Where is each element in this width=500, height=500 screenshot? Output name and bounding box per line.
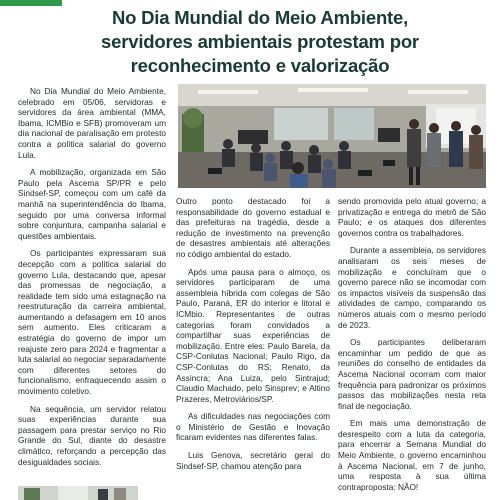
paragraph: Os participantes deliberaram encaminhar um pedido de que as reuniões do conselho de entidades da Ascema Nacional ocorram com maior frequência para padronizar os próximos passos das mobilizações nesta reta final de negociação.: [338, 337, 486, 411]
paragraph: Em mais uma demonstração de desrespeito com a luta da categoria, para encerrar a Semana Mundial do Meio Ambiente, o governo encaminhou à Ascema Nacional, em 7 de junho, uma resposta à sua última contraproposta: NÃO!: [338, 418, 486, 492]
assembly-meeting-illustration: [178, 84, 486, 188]
secondary-photo: [18, 486, 138, 500]
article-column-2: [176, 196, 330, 500]
article-column-3: [338, 196, 486, 500]
paragraph: Outro ponto destacado foi a responsabilidade do governo estadual e das prefeituras na tragédia, desde a redução de investimento na prevenção de desastres ambientais até alterações no código ambiental do estado.: [176, 196, 330, 259]
secondary-photo-illustration: [18, 486, 138, 500]
article-headline: [36, 6, 484, 78]
headline-line-3: reconhecimento e valorização: [130, 55, 390, 76]
paragraph: A mobilização, organizada em São Paulo pela Ascema SP/PR e pelo Sindsef-SP, começou com um café da manhã na superintendência do Ibama, seguido por uma conversa informal sobre conjuntura, campanha salarial e questões ambientais.: [18, 167, 166, 241]
headline-line-2: servidores ambientais protestam por: [101, 31, 419, 52]
assembly-meeting-photo: [178, 84, 486, 188]
paragraph: Durante a assembleia, os servidores analisaram os seis meses de mobilização e concluíram que o governo parece não se incomodar com os impactos visíveis da suspensão das atividades de campo, comparando os números atuais com o mesmo período de 2023.: [338, 245, 486, 330]
paragraph: Os participantes expressaram sua decepção com a política salarial do governo Lula, destacando que, apesar das promessas de negociação, a realidade tem sido uma estagnação na reestruturação da carreira ambiental, aumentando a defasagem em 10 anos sem aumento. Eles criticaram a estratégia do governo de impor um reajuste zero para 2024 e fragmentar a luta salarial ao negociar separadamente com diferentes setores do funcionalismo, enfraquecendo assim o movimento coletivo.: [18, 248, 166, 397]
paragraph: No Dia Mundial do Meio Ambiente, celebrado em 05/06, servidoras e servidores da área ambiental (MMA, Ibama, ICMBio e SFB) promoveram um dia nacional de paralisação em protesto contra a política salarial do governo Lula.: [18, 86, 166, 160]
paragraph: Na sequência, um servidor relatou suas experiências durante sua passagem para prestar serviço no Rio Grande do Sul, diante do desastre climático, reforçando a percepção das desigualdades sociais.: [18, 403, 166, 467]
paragraph: As dificuldades nas negociações com o Ministério de Gestão e Inovação ficaram evidentes nas diferentes falas.: [176, 411, 330, 443]
article-column-1: [18, 86, 166, 481]
paragraph: Luis Genova, secretário geral do Sindsef-SP, chamou atenção para: [176, 450, 330, 471]
headline-line-1: No Dia Mundial do Meio Ambiente,: [111, 7, 409, 28]
paragraph: Após uma pausa para o almoço, os servidores participaram de uma assembleia híbrida com colegas de São Paulo, Paraná, ER do interior e litoral e ICMbio. Representantes de outras categorias foram convidados a compartilhar suas experiências de mobilização. Entre eles: Paulo Barela, da CSP-Conlutas Nacional; Paulo Rigo, da CSP-Conlutas do RS; Renato, da Assincra; Ana Luiza, pelo Sintrajud; Claudio Machado, pelo Sinsprev; e Altino Prazeres, Metroviários/SP.: [176, 266, 330, 404]
paragraph: sendo promovida pelo atual governo; a privatização e entrega do metrô de São Paulo; e os ataques dos diferentes governos contra os trabalhadores.: [338, 196, 486, 238]
